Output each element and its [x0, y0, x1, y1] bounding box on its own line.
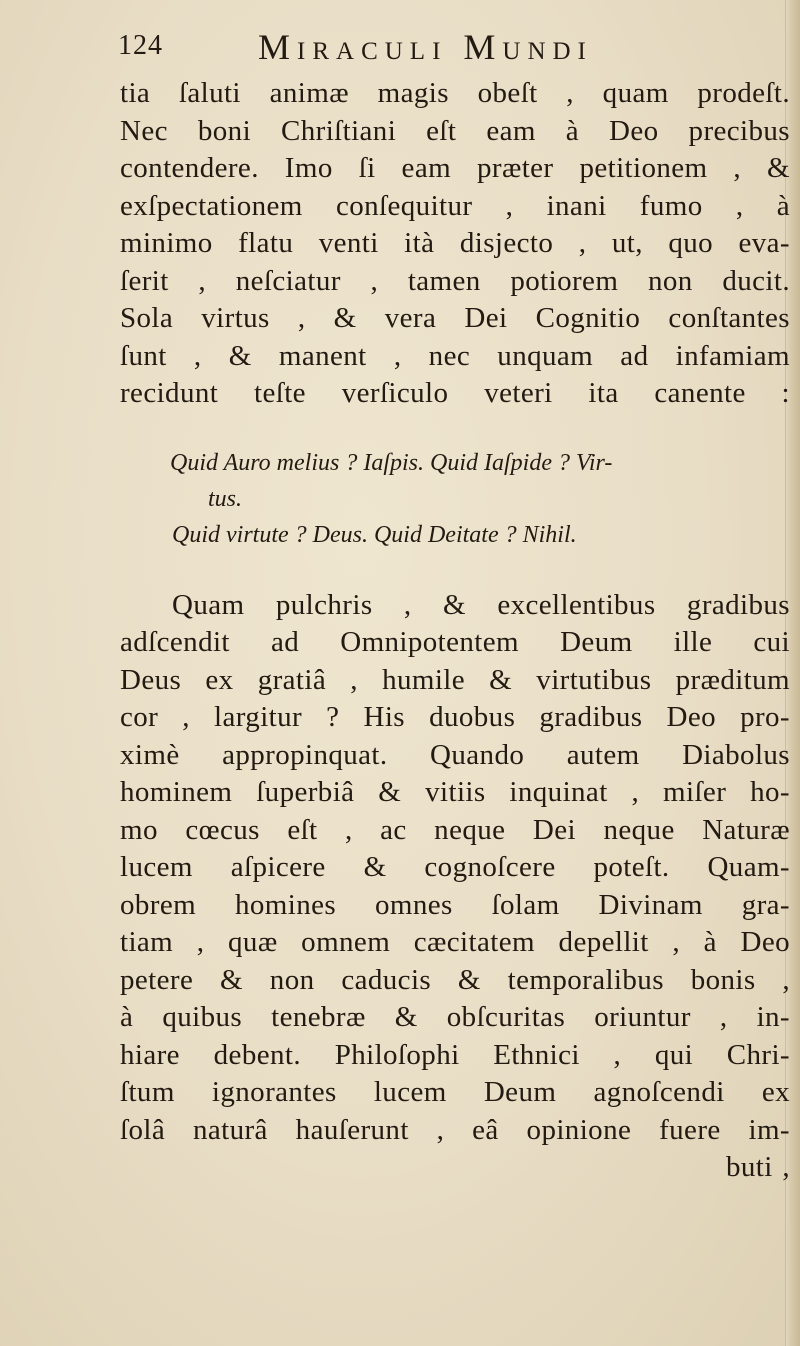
text-line: tiam , quæ omnem cæcitatem depellit , à Deo: [120, 926, 790, 958]
text-line: ſtum ignorantes lucem Deum agnoſcendi ex: [120, 1076, 790, 1108]
spacer: [120, 413, 790, 445]
page-header: [118, 26, 798, 70]
text-line: mo cœcus eſt , ac neque Dei neque Naturæ: [120, 813, 790, 846]
text-line: ſunt , & manent , nec unquam ad infamiam: [120, 339, 790, 372]
text-line: tia ſaluti animæ magis obeſt , quam prodeſt.: [120, 77, 790, 109]
text-line: adſcendit ad Omnipotentem Deum ille cui: [120, 626, 790, 658]
verse-line: Quid Auro melius ? Iaſpis. Quid Iaſpide ? Vir-: [170, 449, 613, 476]
text-line: ximè appropinquat. Quando autem Diabolus: [120, 738, 790, 771]
catchword: buti ,: [725, 1151, 790, 1183]
text-line: ſolâ naturâ hauſerunt , eâ opinione fuere im-: [120, 1113, 790, 1146]
text-line: obrem homines omnes ſolam Divinam gra-: [120, 888, 790, 921]
spacer: [120, 553, 790, 587]
text-line: cor , largitur ? His duobus gradibus Deo pro-: [120, 701, 790, 733]
text-line: hominem ſuperbiâ & vitiis inquinat , miſer ho-: [120, 776, 790, 808]
text-line: minimo flatu venti ità disjecto , ut, quo eva-: [120, 227, 790, 259]
text-line: Sola virtus , & vera Dei Cognitio conſtantes: [120, 302, 790, 334]
text-line: exſpectationem conſequitur , inani fumo , à: [120, 189, 790, 222]
text-line: Nec boni Chriſtiani eſt eam à Deo precibus: [120, 114, 790, 147]
body-text: [120, 75, 790, 1187]
text-line: lucem aſpicere & cognoſcere poteſt. Quam-: [120, 851, 790, 883]
text-line: petere & non caducis & temporalibus bonis ,: [120, 963, 790, 996]
verse-line: tus.: [208, 485, 243, 512]
verse-line: Quid virtute ? Deus. Quid Deitate ? Nihil.: [172, 521, 577, 548]
text-line: contendere. Imo ſi eam præter petitionem , &: [120, 152, 790, 184]
running-title: Miraculi Mundi: [258, 27, 593, 67]
page-number: 124: [118, 30, 163, 61]
text-line: ſerit , neſciatur , tamen potiorem non ducit.: [120, 264, 790, 297]
text-line: recidunt teſte verſiculo veteri ita canente :: [120, 377, 790, 409]
text-line: hiare debent. Philoſophi Ethnici , qui Chri-: [120, 1038, 790, 1071]
text-line: Quam pulchris , & excellentibus gradibus: [172, 588, 790, 621]
text-line: à quibus tenebræ & obſcuritas oriuntur , in-: [120, 1001, 790, 1033]
text-line: Deus ex gratiâ , humile & virtutibus præditum: [120, 663, 790, 696]
